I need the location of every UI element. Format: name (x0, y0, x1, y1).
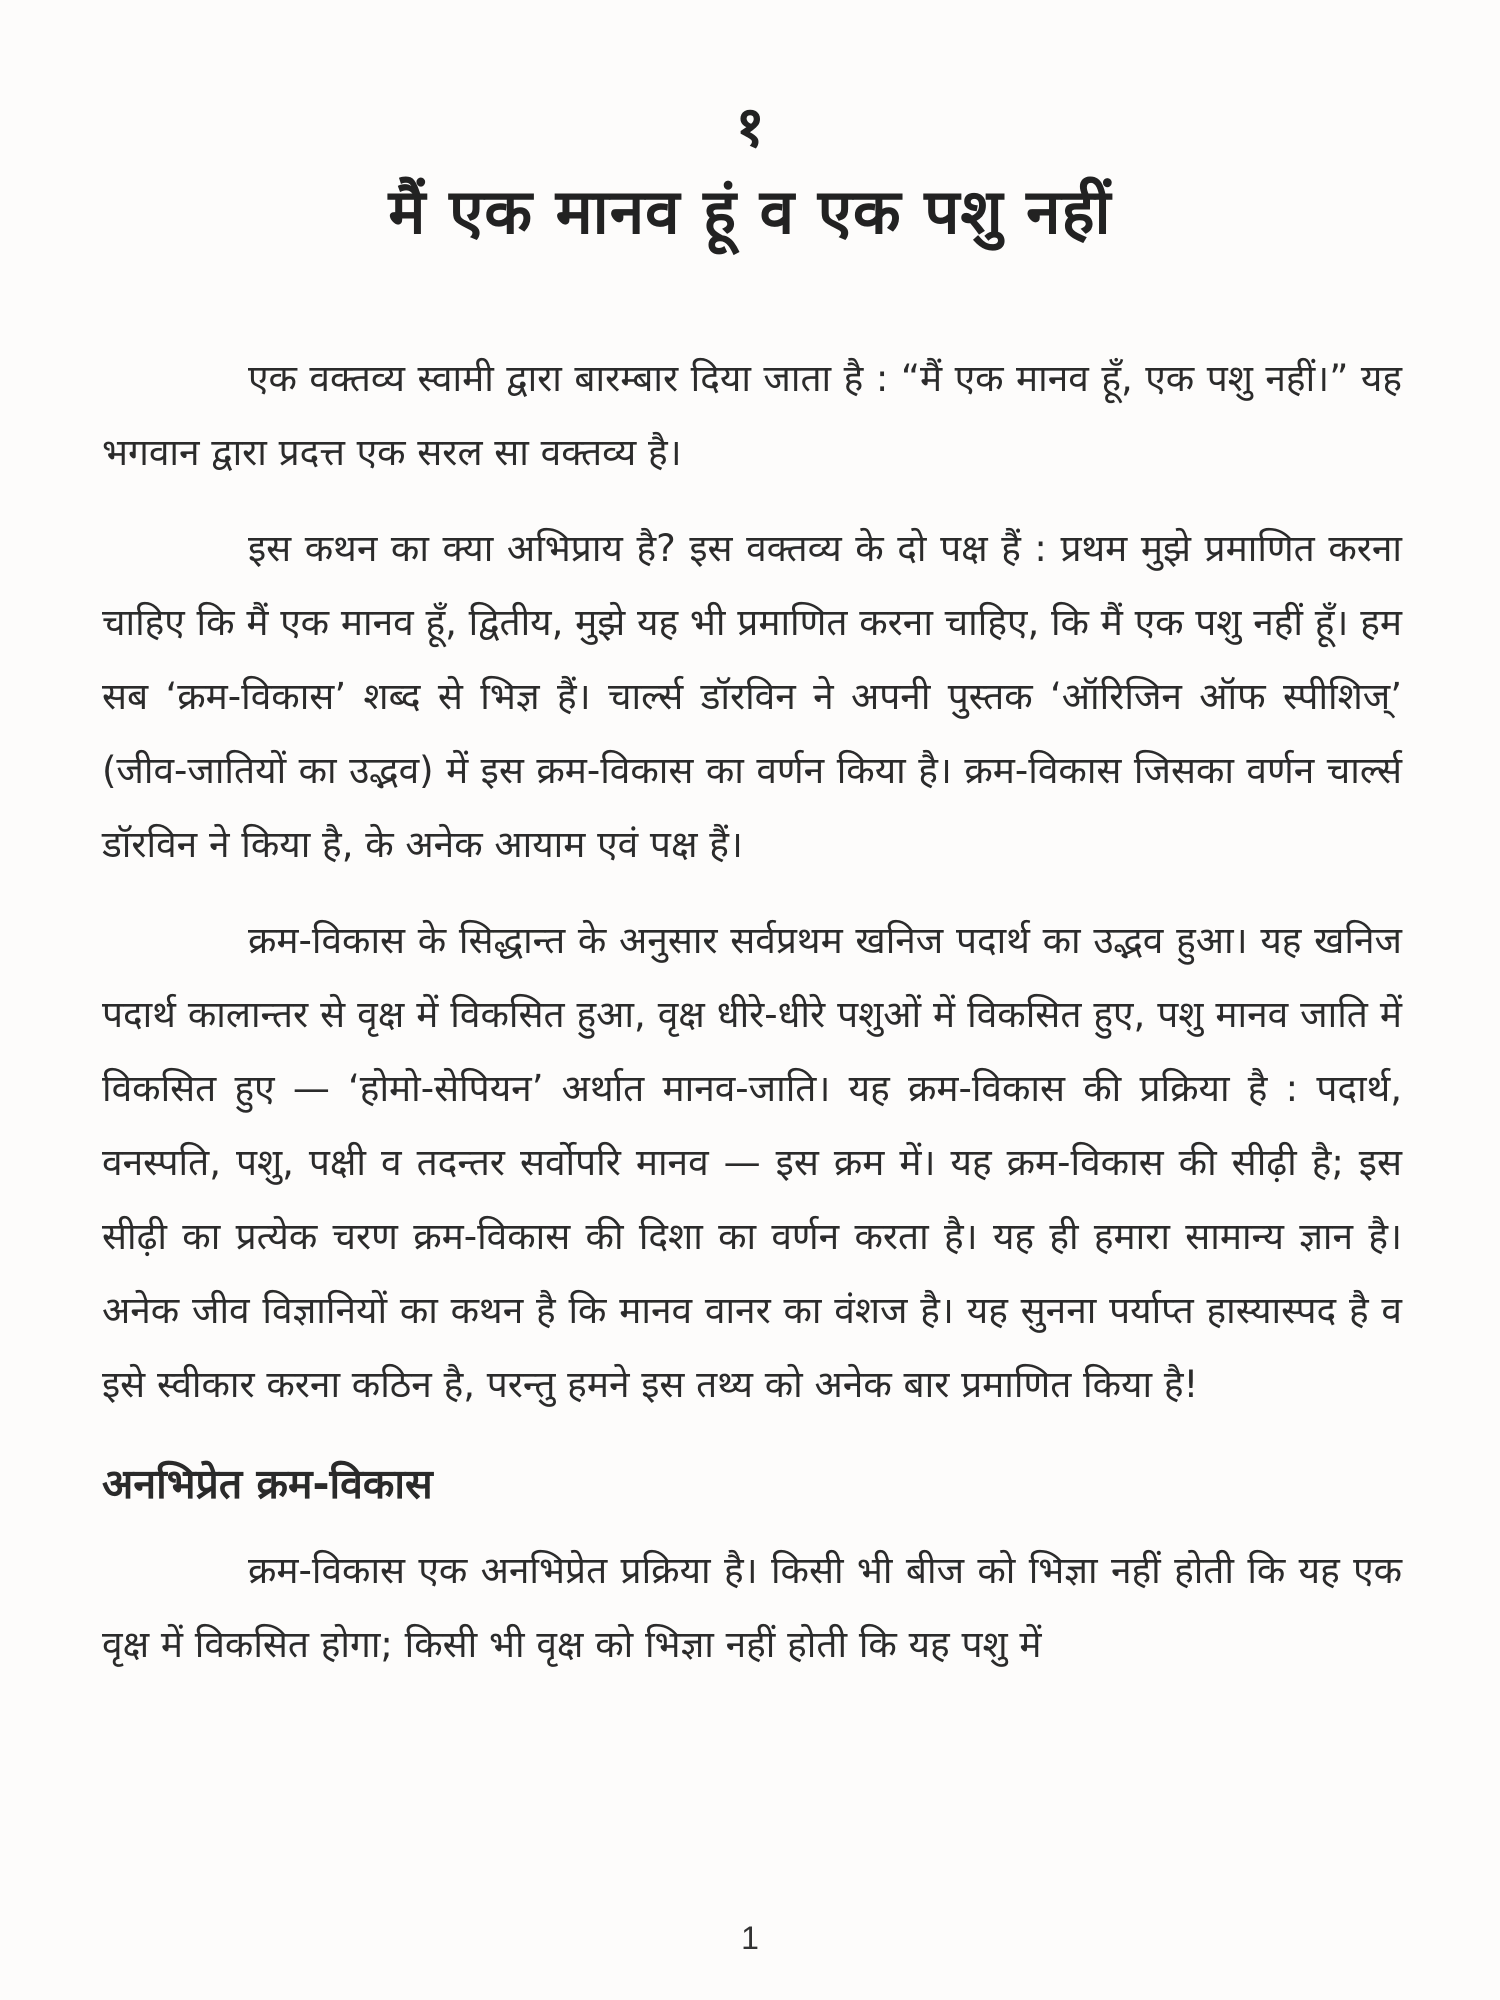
chapter-number: १ (735, 95, 765, 160)
section-heading: अनभिप्रेत क्रम-विकास (102, 1460, 433, 1508)
chapter-body (102, 342, 1402, 1704)
paragraph: इस कथन का क्या अभिप्राय है? इस वक्तव्य के दो पक्ष हैं : प्रथम मुझे प्रमाणित करना चाहिए कि मैं एक मानव हूँ, द्वितीय, मुझे यह भी प्रमाणित करना चाहिए, कि मैं एक पशु नहीं हूँ। हम सब ‘क्रम-विकास’ शब्द से भिज्ञ हैं। चार्ल्स डॉरविन ने अपनी पुस्तक ‘ऑरिजिन ऑफ स्पीशिज्’ (जीव-जातियों का उद्भव) में इस क्रम-विकास का वर्णन किया है। क्रम-विकास जिसका वर्णन चार्ल्स डॉरविन ने किया है, के अनेक आयाम एवं पक्ष हैं। (102, 527, 1402, 866)
paragraph: क्रम-विकास एक अनभिप्रेत प्रक्रिया है। किसी भी बीज को भिज्ञा नहीं होती कि यह एक वृक्ष में विकसित होगा; किसी भी वृक्ष को भिज्ञा नहीं होती कि यह पशु में (102, 1549, 1402, 1666)
page-number: 1 (741, 1920, 759, 1956)
chapter-title: मैं एक मानव हूं व एक पशु नहीं (388, 175, 1112, 248)
paragraph: एक वक्तव्य स्वामी द्वारा बारम्बार दिया जाता है : “मैं एक मानव हूँ, एक पशु नहीं।” यह भगवान द्वारा प्रदत्त एक सरल सा वक्तव्य है। (102, 357, 1402, 474)
paragraph: क्रम-विकास के सिद्धान्त के अनुसार सर्वप्रथम खनिज पदार्थ का उद्भव हुआ। यह खनिज पदार्थ कालान्तर से वृक्ष में विकसित हुआ, वृक्ष धीरे-धीरे पशुओं में विकसित हुए, पशु मानव जाति में विकसित हुए — ‘होमो-सेपियन’ अर्थात मानव-जाति। यह क्रम-विकास की प्रक्रिया है : पदार्थ, वनस्पति, पशु, पक्षी व तदन्तर सर्वोपरि मानव — इस क्रम में। यह क्रम-विकास की सीढ़ी है; इस सीढ़ी का प्रत्येक चरण क्रम-विकास की दिशा का वर्णन करता है। यह ही हमारा सामान्य ज्ञान है। अनेक जीव विज्ञानियों का कथन है कि मानव वानर का वंशज है। यह सुनना पर्याप्त हास्यास्पद है व इसे स्वीकार करना कठिन है, परन्तु हमने इस तथ्य को अनेक बार प्रमाणित किया है! (102, 919, 1402, 1406)
